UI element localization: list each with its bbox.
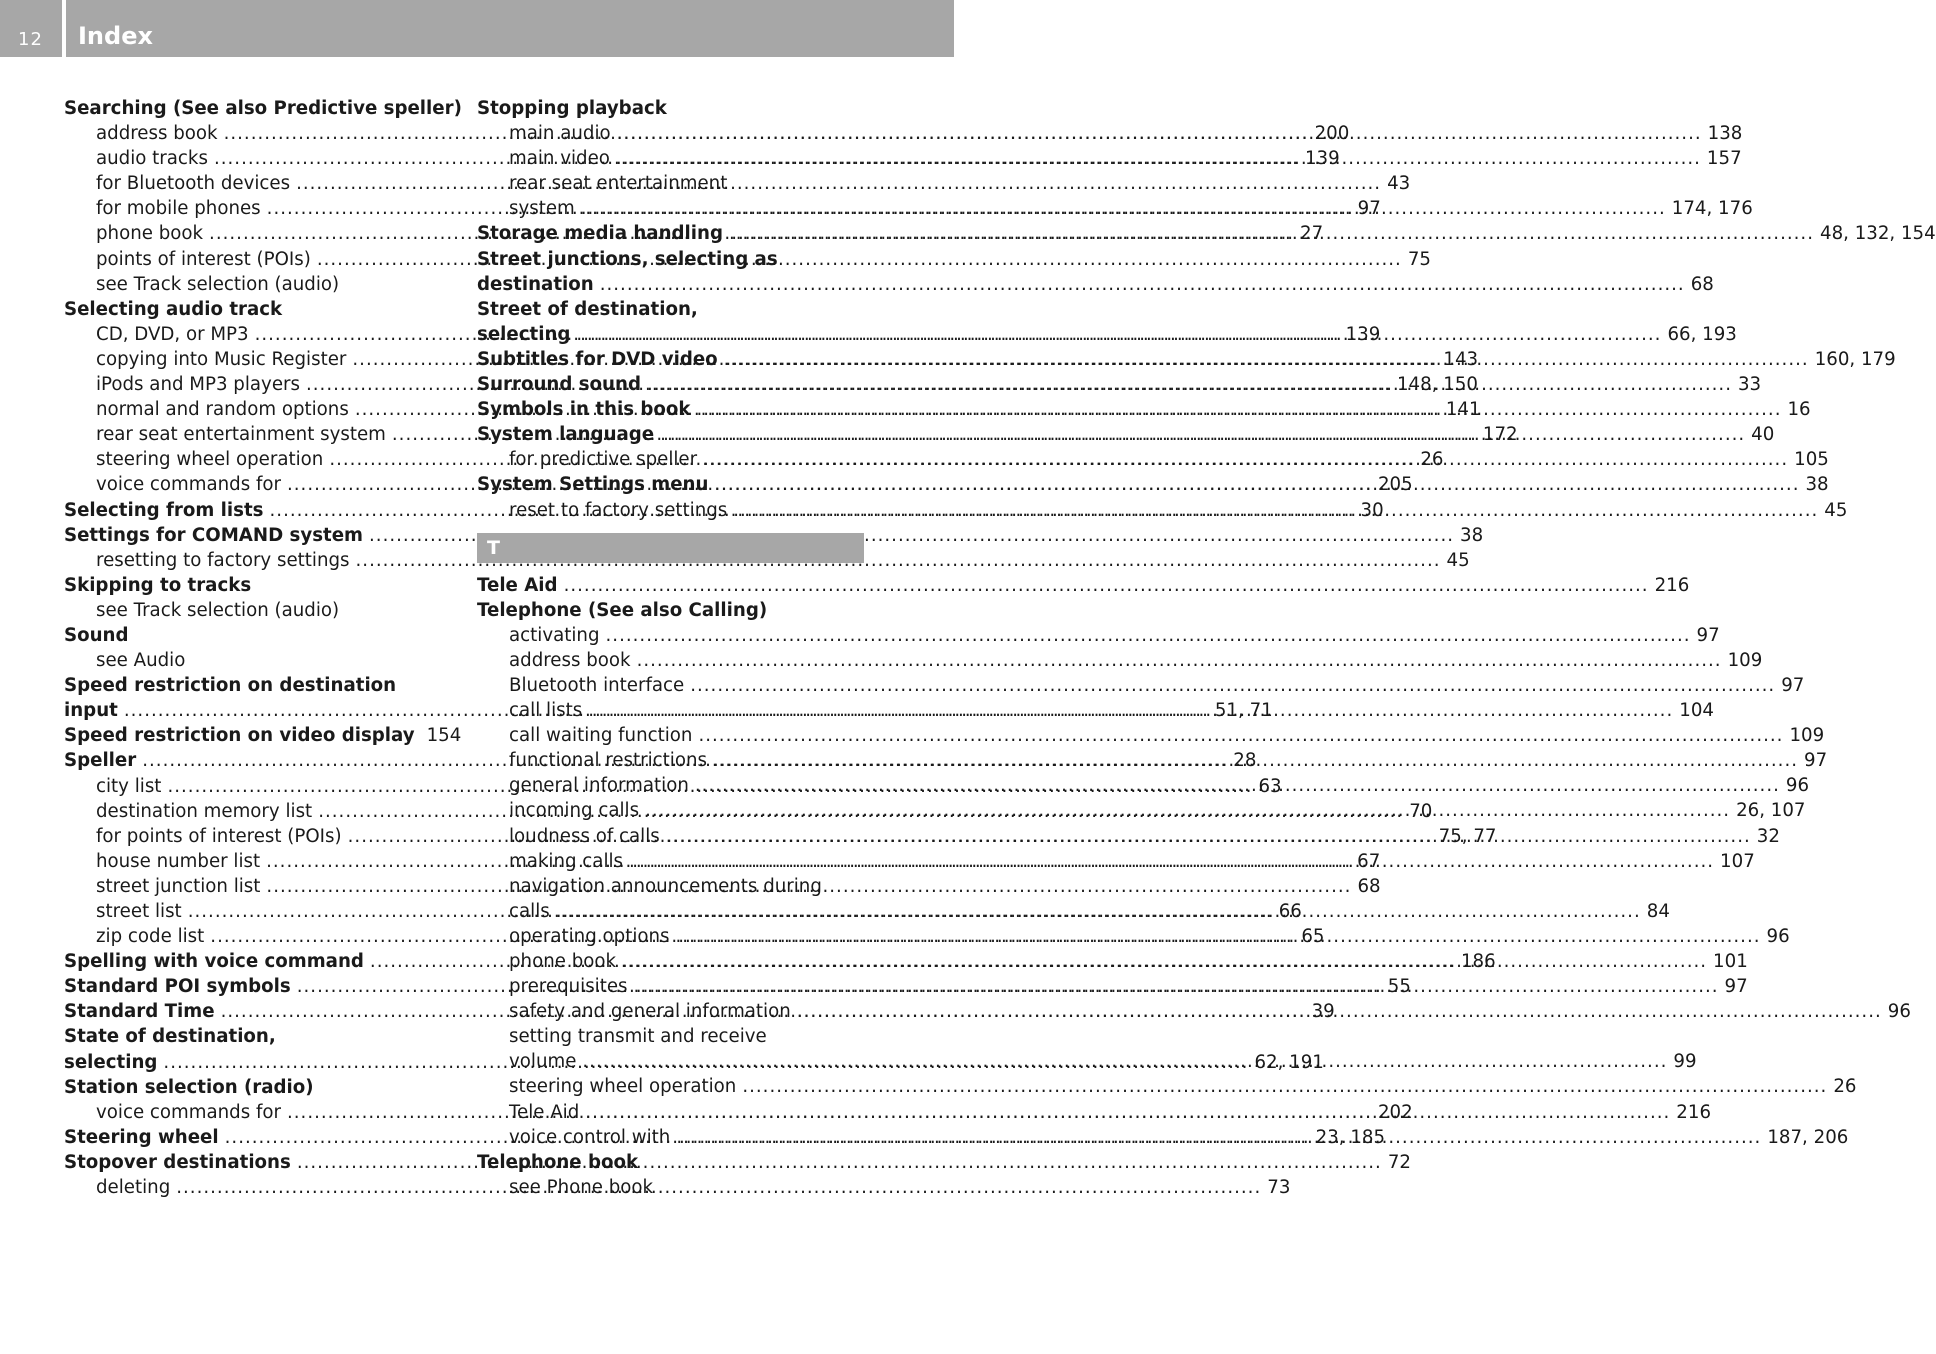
dot-leader <box>581 196 1666 221</box>
entry-text: main video <box>509 148 610 170</box>
entry-text: street list <box>96 901 182 922</box>
page-reference: 99 <box>1673 1051 1697 1073</box>
entry-text: see Phone book <box>509 1176 654 1198</box>
dot-leader <box>703 447 1788 472</box>
dot-leader <box>585 1100 1670 1125</box>
page-reference: 55 <box>1387 976 1411 998</box>
index-entry <box>64 723 462 748</box>
index-entry <box>477 1150 864 1175</box>
entry-text: input <box>64 700 118 722</box>
entry-text: zip code list <box>96 926 205 948</box>
entry-text: System language <box>477 424 655 446</box>
page-reference: 38 <box>1460 524 1484 546</box>
entry-text: Stopping playback <box>477 98 667 119</box>
dot-leader <box>576 322 1661 347</box>
dot-leader <box>634 974 1719 999</box>
page-reference: 104 <box>1679 700 1714 722</box>
entry-text: for predictive speller <box>509 449 698 471</box>
index-entry <box>64 297 451 322</box>
entry-text: call lists <box>509 700 583 722</box>
entry-text: navigation announcements during <box>509 875 822 897</box>
entry-text: for Bluetooth devices <box>96 173 291 195</box>
entry-text: Searching (See also Predictive speller) <box>64 98 462 119</box>
page-reference: 205 <box>1377 474 1413 496</box>
entry-text: Speed restriction on destination <box>64 675 397 697</box>
dot-leader <box>629 849 1714 874</box>
entry-text: points of interest (POIs) <box>96 248 311 270</box>
entry-text: functional restrictions <box>509 750 707 772</box>
dot-leader <box>729 221 1814 246</box>
index-subentry <box>477 1175 864 1200</box>
page-reference: 105 <box>1794 449 1829 471</box>
dot-leader <box>696 397 1781 422</box>
entry-text: reset to factory settings <box>509 499 728 521</box>
dot-leader <box>690 673 1775 698</box>
entry-text: resetting to factory settings <box>96 549 350 571</box>
entry-text: audio tracks <box>96 148 208 170</box>
index-subentry <box>477 623 1720 648</box>
index-entry <box>477 297 864 322</box>
index-entry <box>64 1075 451 1100</box>
entry-text: iPods and MP3 players <box>96 374 300 396</box>
entry-text: State of destination, <box>64 1026 276 1048</box>
page-reference: 51, 71 <box>1214 700 1273 722</box>
entry-text: destination memory list <box>96 800 313 822</box>
entry-text: voice control with <box>509 1126 671 1148</box>
entry-text: main audio <box>509 123 611 145</box>
index-subentry <box>477 648 1763 673</box>
page-reference: 157 <box>1706 148 1742 170</box>
dot-leader <box>698 723 1783 748</box>
page-reference: 16 <box>1787 399 1811 421</box>
page-header <box>0 0 954 57</box>
page-reference: 97 <box>1724 976 1748 998</box>
entry-text: deleting <box>96 1177 171 1199</box>
page-reference: 84 <box>1646 900 1670 922</box>
dot-leader <box>637 648 1722 673</box>
dot-leader <box>797 999 1882 1024</box>
page-reference: 107 <box>1720 850 1755 872</box>
index-entry <box>64 673 451 698</box>
dot-leader <box>660 422 1745 447</box>
index-entry <box>64 96 462 121</box>
page-reference: 187, 206 <box>1767 1126 1849 1148</box>
page-reference: 23, 185 <box>1315 1126 1386 1148</box>
entry-text: safety and general information <box>509 1001 791 1023</box>
dot-leader <box>733 498 1818 523</box>
page-reference: 96 <box>1785 775 1810 797</box>
page-reference: 63 <box>1258 775 1282 797</box>
dot-leader <box>556 899 1641 924</box>
index-subentry <box>64 272 451 297</box>
page-reference: 32 <box>1756 825 1780 847</box>
entry-text: Stopover destinations <box>64 1151 291 1173</box>
entry-text: see Track selection (audio) <box>96 273 340 295</box>
entry-text: activating <box>509 624 600 646</box>
entry-text: operating options <box>509 925 670 947</box>
page-reference: 26 <box>1420 449 1444 471</box>
page-reference: 75 <box>1407 248 1431 270</box>
dot-leader <box>676 1125 1761 1150</box>
page-reference: 65 <box>1301 926 1325 948</box>
entry-text: selecting <box>64 1051 158 1073</box>
page-reference: 96 <box>1887 1001 1911 1023</box>
dot-leader <box>645 798 1730 823</box>
dot-leader <box>582 1049 1667 1074</box>
page-reference: 148, 150 <box>1396 374 1478 396</box>
entry-text: Street of destination, <box>477 298 698 320</box>
dot-leader <box>666 824 1751 849</box>
page-reference: 40 <box>1751 424 1775 446</box>
entry-text: steering wheel operation <box>509 1076 737 1098</box>
entry-text: for points of interest (POIs) <box>96 825 342 847</box>
entry-text: Speller <box>64 750 137 772</box>
entry-text: see Track selection (audio) <box>96 599 340 621</box>
index-subentry <box>477 1074 1857 1099</box>
page-reference: 28 <box>1233 750 1257 772</box>
page-reference: 38 <box>1805 474 1829 496</box>
entry-text: house number list <box>96 850 261 872</box>
dot-leader <box>600 272 1685 297</box>
entry-text: city list <box>96 775 162 797</box>
page-reference: 66 <box>1278 901 1302 922</box>
entry-text: call waiting function <box>509 725 693 747</box>
entry-text: steering wheel operation <box>96 449 324 471</box>
page-reference: 174, 176 <box>1671 198 1753 220</box>
dot-leader <box>695 773 1780 798</box>
entry-text: making calls <box>509 850 624 872</box>
entry-text: calls <box>509 900 550 922</box>
page-reference: 30 <box>1360 499 1384 521</box>
index-subentry <box>477 1024 864 1049</box>
page-reference: 97 <box>1781 674 1805 696</box>
page-reference: 216 <box>1654 574 1690 596</box>
index-entry <box>477 96 864 121</box>
entry-text: voice commands for <box>96 1101 281 1123</box>
entry-text: System Settings menu <box>477 474 709 496</box>
entry-text: Storage media handling <box>477 223 723 245</box>
page-reference: 172 <box>1482 424 1518 446</box>
page-reference: 33 <box>1737 374 1762 396</box>
entry-text: Surround sound <box>477 374 641 396</box>
dot-leader <box>676 924 1761 949</box>
page-reference: 141 <box>1445 399 1481 421</box>
dot-leader <box>647 372 1732 397</box>
page-reference: 75, 77 <box>1438 825 1497 847</box>
entry-text: Selecting from lists <box>64 499 264 521</box>
entry-text: Bluetooth interface <box>509 674 685 696</box>
page-reference: 68 <box>1357 875 1381 897</box>
page-reference: 97 <box>1696 624 1720 646</box>
page-reference: 27 <box>1300 223 1324 245</box>
page-reference: 109 <box>1789 725 1825 747</box>
entry-text: Standard Time <box>64 1001 215 1023</box>
dot-leader <box>588 698 1673 723</box>
entry-text: selecting <box>477 323 571 345</box>
dot-leader <box>617 121 1702 146</box>
dot-leader <box>606 623 1691 648</box>
page-reference: 73 <box>1267 1177 1291 1199</box>
dot-leader <box>622 949 1707 974</box>
header-divider <box>62 0 66 57</box>
entry-text: phone book <box>509 951 617 972</box>
entry-text: system <box>509 198 575 220</box>
entry-text: Settings for COMAND system <box>64 524 364 546</box>
page-reference: 160, 179 <box>1814 348 1896 370</box>
entry-text: Tele Aid <box>477 574 558 596</box>
index-subentry <box>64 598 451 623</box>
index-entry <box>477 272 1714 297</box>
page-reference: 62, 191 <box>1254 1051 1324 1073</box>
page-reference: 143 <box>1443 348 1479 370</box>
entry-text: Standard POI symbols <box>64 976 291 998</box>
index-subentry <box>477 874 864 899</box>
page-reference: 67 <box>1357 850 1381 872</box>
page-reference: 186 <box>1460 951 1496 973</box>
page-reference: 97 <box>1357 198 1381 220</box>
index-entry <box>477 247 864 272</box>
entry-text: prerequisites <box>509 976 628 998</box>
page-reference: 202 <box>1377 1101 1413 1123</box>
page-reference: 97 <box>1804 750 1828 772</box>
page-reference: 26, 107 <box>1736 800 1806 822</box>
entry-text: Street junctions, selecting as <box>477 248 778 270</box>
page-reference: 66, 193 <box>1667 323 1737 345</box>
page-reference: 48, 132, 154 <box>1820 223 1936 245</box>
page-reference: 139 <box>1345 323 1381 345</box>
index-subentry <box>477 673 1805 698</box>
index-entry <box>477 573 1690 598</box>
entry-text: Subtitles for DVD video <box>477 348 718 370</box>
page-reference: 109 <box>1727 649 1763 671</box>
dot-leader <box>742 1074 1827 1099</box>
page-reference: 39 <box>1311 1001 1335 1023</box>
page-reference: 70 <box>1409 800 1433 822</box>
entry-text: for mobile phones <box>96 198 261 220</box>
entry-text: rear seat entertainment <box>509 173 728 195</box>
dot-leader <box>564 573 1649 598</box>
entry-text: rear seat entertainment system <box>96 424 386 446</box>
entry-text: address book <box>96 123 218 145</box>
dot-leader <box>724 347 1809 372</box>
page-reference: 101 <box>1713 951 1748 972</box>
page-reference: 72 <box>1387 1151 1411 1173</box>
entry-text: setting transmit and receive <box>509 1026 767 1048</box>
entry-text: Telephone (See also Calling) <box>477 599 768 621</box>
entry-text: phone book <box>96 223 204 245</box>
entry-text: street junction list <box>96 875 261 897</box>
index-subentry <box>64 548 1470 573</box>
entry-text: Speed restriction on video display <box>64 725 415 747</box>
entry-text: Station selection (radio) <box>64 1076 314 1098</box>
entry-text: normal and random options <box>96 399 349 421</box>
entry-text: Telephone book <box>477 1151 639 1173</box>
entry-text: loudness of calls <box>509 825 660 847</box>
page-reference: 216 <box>1676 1101 1712 1123</box>
page-reference: 96 <box>1766 925 1790 947</box>
dot-leader <box>616 146 1701 171</box>
entry-text: see Audio <box>96 650 186 672</box>
section-header-t: T <box>477 533 864 563</box>
entry-text: volume <box>509 1051 577 1073</box>
index-entry <box>477 598 864 623</box>
index-subentry <box>477 171 864 196</box>
entry-text: Selecting audio track <box>64 298 283 320</box>
index-entry <box>64 523 1484 548</box>
entry-text: Skipping to tracks <box>64 574 252 596</box>
entry-text: voice commands for <box>96 474 281 496</box>
page-reference: 154 <box>426 725 462 747</box>
entry-text: Sound <box>64 624 129 646</box>
index-subentry <box>64 648 451 673</box>
page-number: 12 <box>18 29 43 50</box>
entry-text: incoming calls <box>509 800 640 822</box>
entry-text: Symbols in this book <box>477 399 691 421</box>
page-reference: 138 <box>1707 123 1743 145</box>
index-entry <box>64 573 451 598</box>
page-reference: 43 <box>1387 173 1411 195</box>
page-reference: 45 <box>1824 499 1848 521</box>
page-title: Index <box>78 22 153 50</box>
entry-text: general information <box>509 775 689 797</box>
index-entry <box>64 1024 451 1049</box>
entry-text: Steering wheel <box>64 1126 219 1148</box>
page-reference: 68 <box>1690 273 1714 295</box>
entry-text: address book <box>509 649 631 671</box>
entry-text: CD, DVD, or MP3 <box>96 323 249 345</box>
dot-leader <box>713 748 1798 773</box>
entry-text: copying into Music Register <box>96 348 347 370</box>
page-reference: 139 <box>1304 148 1340 170</box>
entry-text: destination <box>477 273 594 295</box>
entry-text: Spelling with voice command <box>64 951 364 973</box>
entry-text: Tele Aid <box>509 1101 580 1123</box>
index-subentry <box>477 723 1825 748</box>
page-reference: 45 <box>1446 549 1470 571</box>
index-entry <box>64 623 451 648</box>
page-reference: 200 <box>1314 123 1350 145</box>
page-reference: 26 <box>1833 1076 1857 1098</box>
dot-leader <box>714 472 1799 497</box>
